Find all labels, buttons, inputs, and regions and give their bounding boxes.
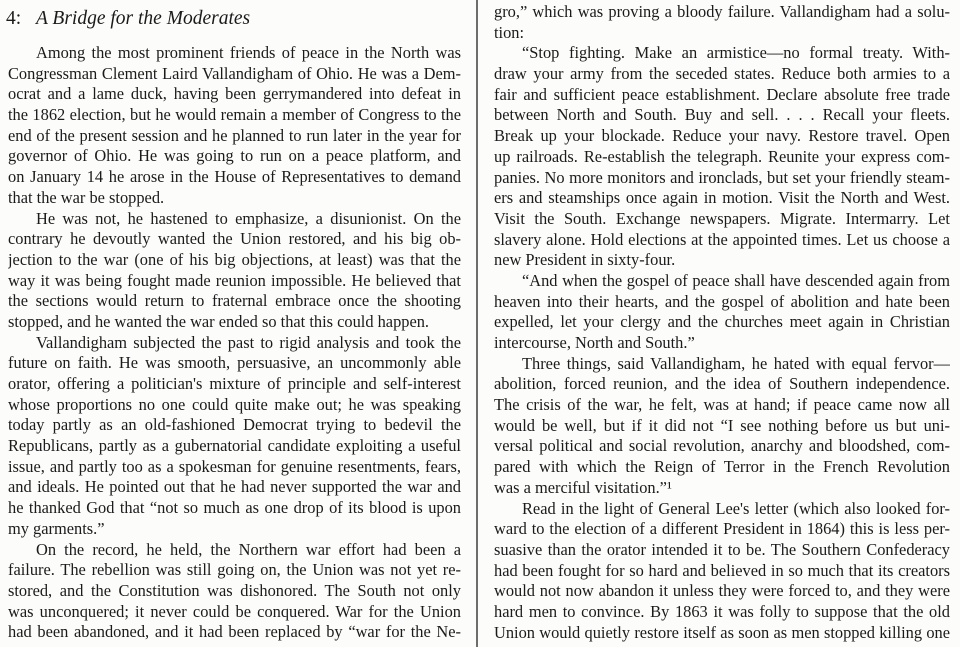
page-number: 4: (6, 8, 22, 29)
paragraph (494, 271, 950, 354)
text-line: that the war be stopped. (8, 187, 165, 207)
text-line: he thanked God that “not so much as one drop of its blood is upon (8, 498, 461, 518)
text-line: “And when the gospel of peace shall have descended again from (522, 270, 950, 290)
right-text-column (494, 2, 950, 643)
text-line: He was not, he hastened to emphasize, a disunionist. On the (36, 208, 461, 228)
text-line: abolition, forced reunion, and the idea of Southern independence. (494, 374, 950, 394)
right-page (478, 0, 960, 647)
paragraph (8, 540, 461, 643)
text-line: Three things, said Vallandigham, he hated with equal fervor— (522, 353, 950, 373)
text-line: end of the present session and he planned to run later in the year for (8, 125, 461, 145)
text-line: Vallandigham subjected the past to rigid analysis and took the (36, 332, 461, 352)
text-line: the 1862 election, but he would remain a member of Congress to the (8, 105, 461, 125)
running-header (6, 4, 466, 34)
text-line: On the record, he held, the Northern war effort had been a (36, 539, 461, 559)
text-line: Republicans, partly as a gubernatorial candidate exploiting a useful (8, 436, 461, 456)
text-line: slavery alone. Hold elections at the appointed times. Let us choose a (494, 229, 950, 249)
text-line: between North and South. Buy and sell. . . . Recall your fleets. (494, 105, 950, 125)
paragraph (494, 43, 950, 271)
text-line: the sections would return to fraternal embrace once the shooting (8, 291, 461, 311)
text-line: “Stop fighting. Make an armistice—no formal treaty. With- (522, 43, 950, 63)
text-line: would be well, but if it did not “I see nothing before us but uni- (494, 415, 950, 435)
left-text-column (8, 43, 461, 643)
text-line: orator, offering a politician's mixture of principle and self-interest (8, 374, 461, 393)
text-line: ocrat and a lame duck, having been gerrymandered into defeat in (8, 84, 461, 104)
text-line: failure. The rebellion was still going on, the Union was not yet re- (8, 560, 461, 580)
text-line: expelled, let your clergy and the churches meet again in Christian (494, 312, 950, 332)
text-line: pared with which the Reign of Terror in the French Revolution (494, 457, 950, 477)
paragraph (8, 43, 461, 209)
text-line: and ideals. He pointed out that he had never supported the war and (8, 477, 461, 497)
text-line: issue, and partly too as a spokesman for genuine resentments, fears, (8, 456, 461, 476)
text-line: tion: (494, 22, 525, 42)
text-line: new President in sixty-four. (494, 250, 676, 270)
text-line: intercourse, North and South.” (494, 333, 695, 352)
paragraph (8, 333, 461, 540)
text-line: was a merciful visitation.”¹ (494, 477, 672, 497)
text-line: up railroads. Re-establish the telegraph. Reunite your express com- (494, 146, 950, 166)
text-line: ward to the election of a different President in 1864) this is less per- (494, 519, 950, 539)
text-line: Among the most prominent friends of peace in the North was (36, 43, 461, 62)
text-line: was unconquered; it never could be conquered. War for the Union (8, 601, 461, 621)
text-line: my garments.” (8, 518, 105, 538)
paragraph (8, 209, 461, 333)
text-line: suasive than the orator intended it to be. The Southern Confederacy (494, 539, 950, 559)
text-line: fair and sufficient peace establishment. Declare absolute free trade (494, 84, 950, 104)
text-line: Union would quietly restore itself as soon as men stopped killing one (494, 622, 950, 642)
text-line: whose proportions no one could quite make out; he was speaking (8, 394, 461, 414)
text-line: had been abandoned, and it had been replaced by “war for the Ne- (8, 622, 461, 642)
text-line: gro,” which was proving a bloody failure. Vallandigham had a solu- (494, 2, 950, 21)
text-line: Congressman Clement Laird Vallandigham of Ohio. He was a Dem- (8, 63, 461, 83)
text-line: The crisis of the war, he felt, was at hand; if peace came now all (494, 395, 950, 415)
text-line: ers and steamships once again in motion. Visit the North and West. (494, 188, 950, 208)
text-line: way it was being fought made reunion impossible. He believed that (8, 270, 461, 290)
text-line: would not now abandon it unless they were forced to, and they were (494, 581, 950, 601)
text-line: stored, and the Constitution was dishonored. The South not only (8, 580, 461, 600)
paragraph (494, 499, 950, 644)
text-line: today partly as an old-fashioned Democrat trying to bedevil the (8, 415, 461, 435)
left-page (0, 0, 476, 647)
text-line: future on faith. He was smooth, persuasive, an uncommonly able (8, 353, 461, 373)
text-line: hard men to convince. By 1863 it was folly to suppose that the old (494, 601, 950, 621)
text-line: versal political and social revolution, anarchy and bloodshed, com- (494, 436, 950, 456)
text-line: stopped, and he wanted the war ended so that this could happen. (8, 311, 430, 331)
text-line: heaven into their hearts, and the gospel of abolition and hate been (494, 291, 950, 311)
text-line: Visit the South. Exchange newspapers. Migrate. Intermarry. Let (494, 208, 950, 228)
text-line: Break up your blockade. Reduce your navy. Restore travel. Open (494, 126, 950, 146)
text-line: Read in the light of General Lee's letter (which also looked for- (522, 498, 950, 518)
paragraph (494, 2, 950, 43)
text-line: on January 14 he arose in the House of Representatives to demand (8, 167, 461, 187)
paragraph (494, 354, 950, 499)
text-line: panies. No more monitors and ironclads, but set your friendly steam- (494, 167, 950, 187)
text-line: draw your army from the seceded states. Reduce both armies to a (494, 64, 950, 84)
text-line: governor of Ohio. He was going to run on a peace platform, and (8, 146, 461, 166)
text-line: jection to the war (one of his big objections, at least) was that the (8, 249, 461, 269)
running-title: A Bridge for the Moderates (36, 8, 251, 29)
text-line: contrary he devoutly wanted the Union restored, and his big ob- (8, 229, 461, 249)
text-line: had been fought for so hard and believed in so much that its creators (494, 560, 950, 580)
